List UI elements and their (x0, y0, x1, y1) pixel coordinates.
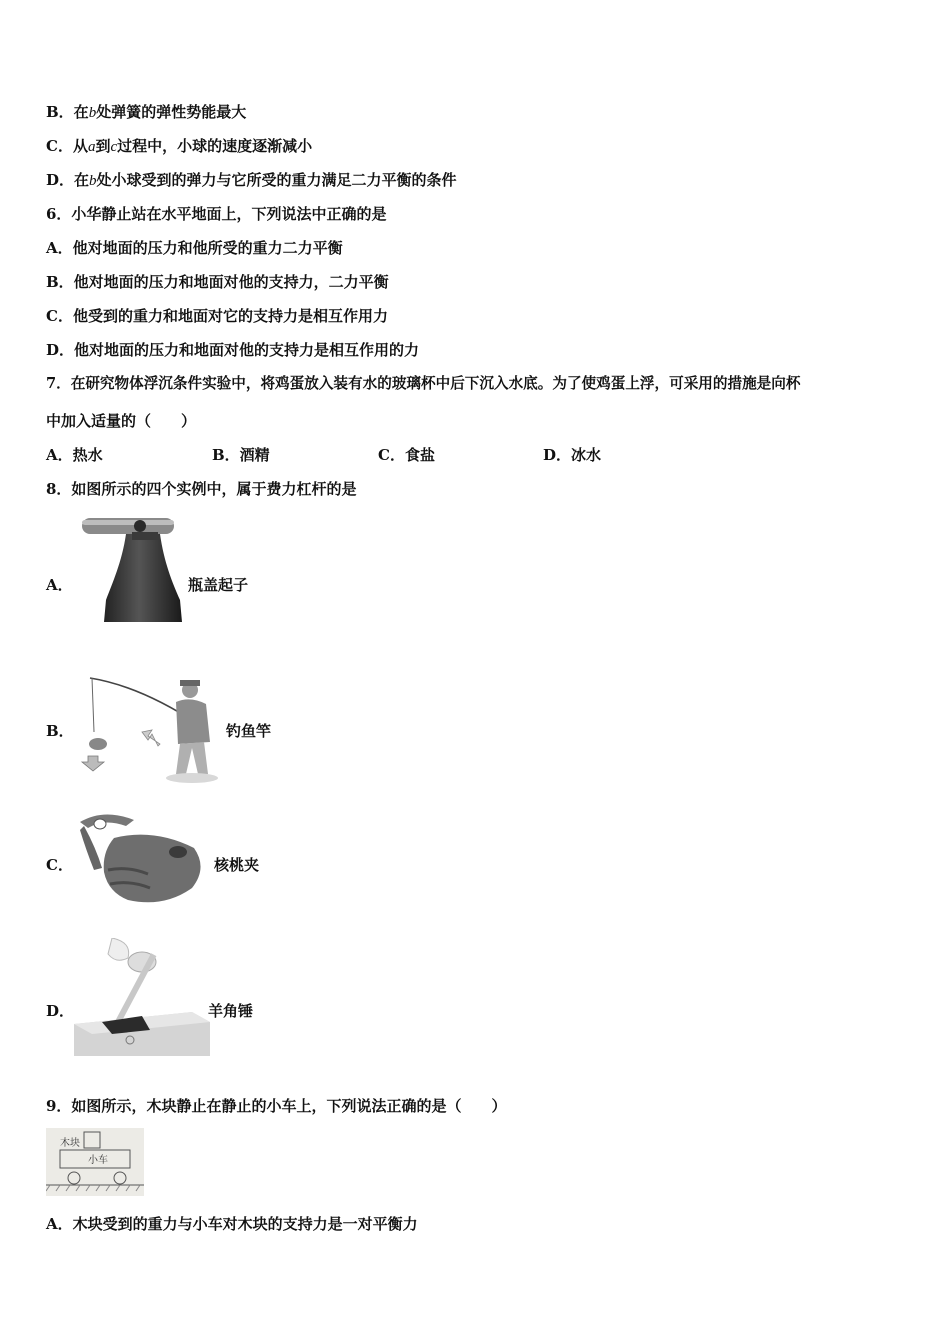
q5-option-d: D．在b处小球受到的弹力与它所受的重力满足二力平衡的条件 (46, 171, 457, 189)
q8-option-a-caption: 瓶盖起子 (188, 576, 249, 594)
fishing-rod-icon (80, 672, 220, 790)
q7-option-b: B．酒精 (212, 446, 270, 464)
q5-option-b: B．在b处弹簧的弹性势能最大 (46, 103, 247, 121)
claw-hammer-icon (72, 938, 212, 1058)
q8-stem: 8．如图所示的四个实例中，属于费力杠杆的是 (46, 480, 357, 498)
q6-option-b: B．他对地面的压力和地面对他的支持力，二力平衡 (46, 273, 389, 291)
q6-option-c: C．他受到的重力和地面对它的支持力是相互作用力 (46, 307, 388, 325)
q8-option-d-letter: D． (46, 1002, 75, 1020)
q6-option-a: A．他对地面的压力和他所受的重力二力平衡 (46, 239, 343, 257)
q7-option-a: A．热水 (46, 446, 103, 464)
q7-stem-line2: 中加入适量的（ ） (46, 412, 197, 430)
q9-option-a: A．木块受到的重力与小车对木块的支持力是一对平衡力 (46, 1215, 418, 1233)
block-on-cart-figure (46, 1128, 144, 1196)
q5-option-c: C．从a到c过程中，小球的速度逐渐减小 (46, 137, 313, 155)
q8-option-c-letter: C． (46, 856, 73, 874)
bottle-opener-icon (78, 512, 186, 624)
q6-stem: 6．小华静止站在水平地面上，下列说法中正确的是 (46, 205, 387, 223)
figure-cart-label: 小车 (88, 1155, 108, 1166)
q8-option-b-caption: 钓鱼竿 (226, 722, 272, 740)
q8-option-c-caption: 核桃夹 (214, 856, 260, 874)
q7-option-d: D．冰水 (543, 446, 602, 464)
nutcracker-icon (74, 808, 210, 910)
q9-stem: 9．如图所示，木块静止在静止的小车上，下列说法正确的是（ ） (46, 1097, 507, 1115)
figure-block-label: 木块 (60, 1138, 80, 1149)
q8-option-d-caption: 羊角锤 (208, 1002, 254, 1020)
q7-option-c: C．食盐 (378, 446, 435, 464)
q6-option-d: D．他对地面的压力和地面对他的支持力是相互作用的力 (46, 341, 420, 359)
q7-stem-line1: 7．在研究物体浮沉条件实验中，将鸡蛋放入装有水的玻璃杯中后下沉入水底。为了使鸡蛋上浮，可采用的措施是向杯 (46, 375, 801, 392)
q8-option-b-letter: B． (46, 722, 74, 740)
q8-option-a-letter: A． (46, 576, 73, 594)
